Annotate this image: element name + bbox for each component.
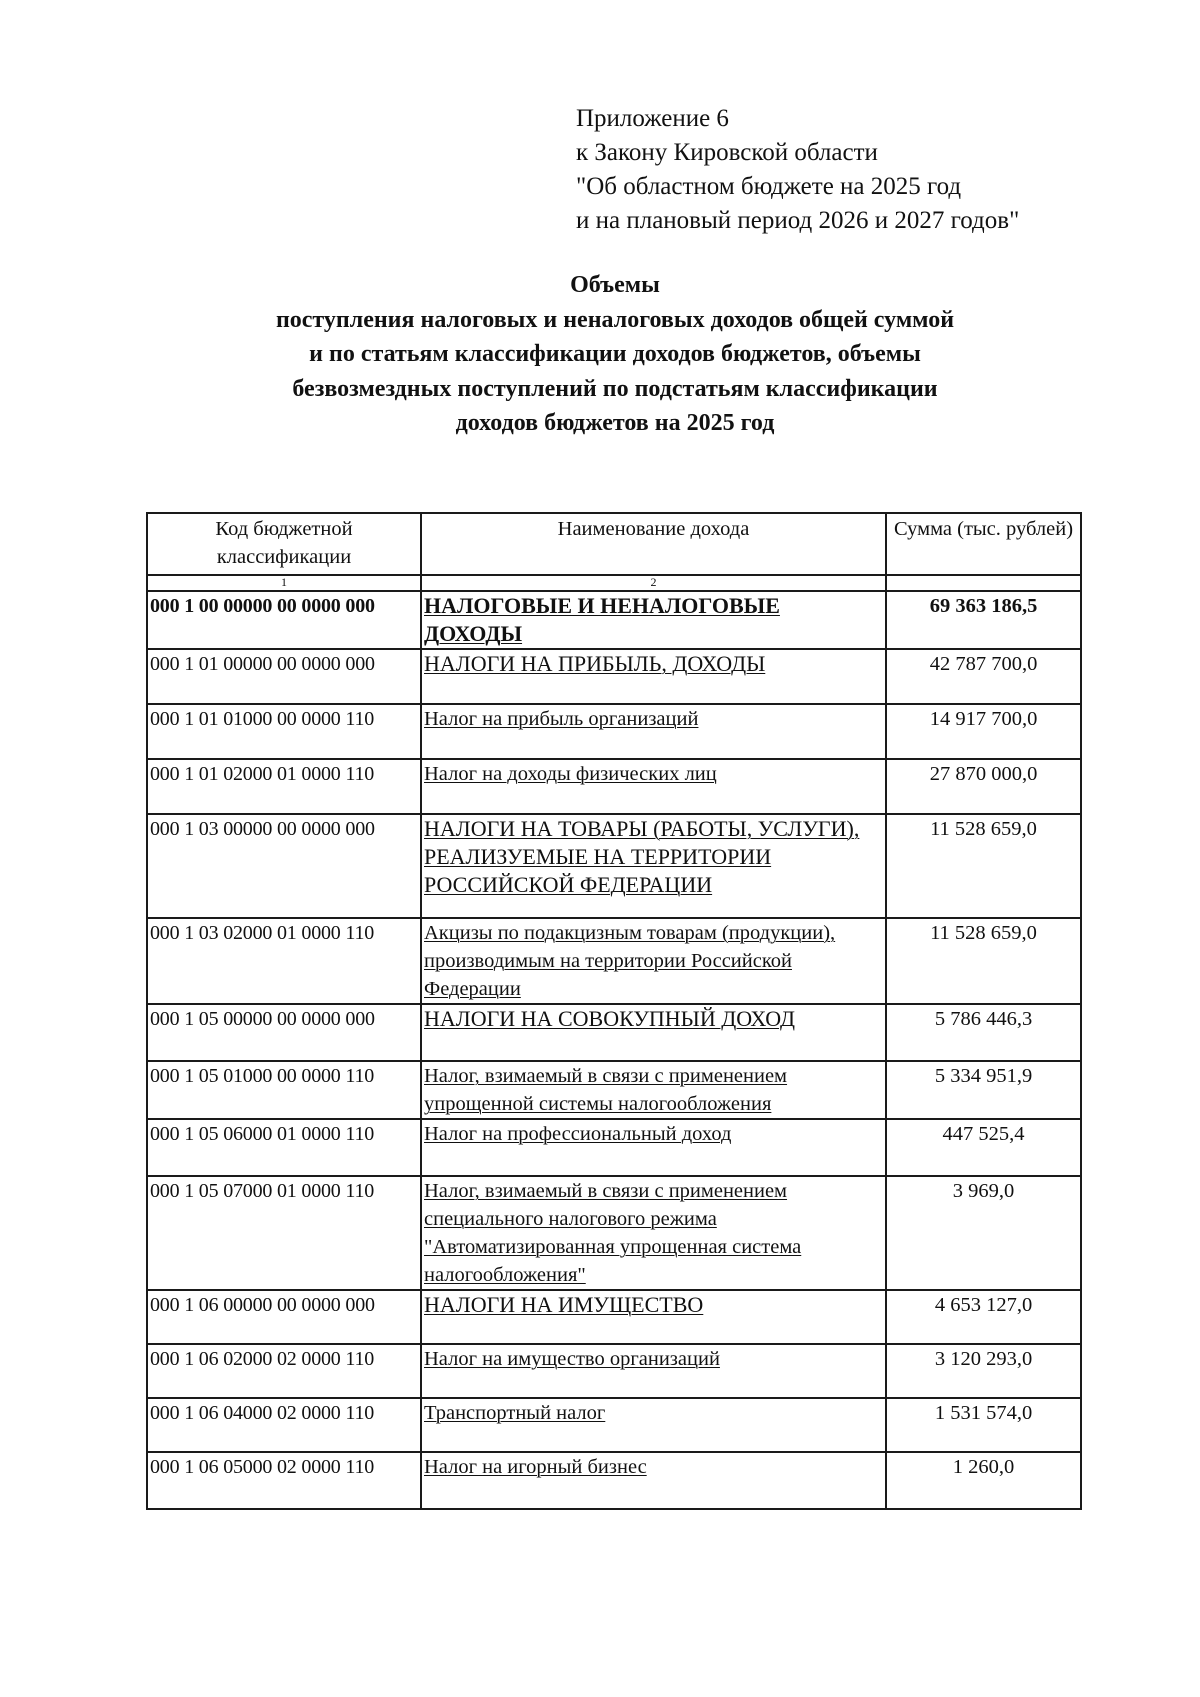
row-amount: 14 917 700,0 (886, 704, 1081, 759)
table-row (147, 1004, 1081, 1061)
row-amount: 11 528 659,0 (886, 918, 1081, 1004)
title-line: Объемы (570, 272, 660, 298)
row-code: 000 1 05 07000 01 0000 110 (147, 1176, 421, 1290)
row-amount: 11 528 659,0 (886, 814, 1081, 918)
row-amount: 3 120 293,0 (886, 1344, 1081, 1398)
row-code: 000 1 06 04000 02 0000 110 (147, 1398, 421, 1452)
revenue-table (146, 512, 1082, 1510)
row-name: Налог на прибыль организаций (421, 704, 886, 759)
appendix-reference (576, 102, 1136, 238)
row-code: 000 1 01 02000 01 0000 110 (147, 759, 421, 814)
title-line: и по статьям классификации доходов бюджетов, объемы (309, 341, 921, 367)
appendix-line: к Закону Кировской области (576, 139, 878, 166)
header-name: Наименование дохода (421, 513, 886, 575)
header-code: Код бюджетной классификации (147, 513, 421, 575)
row-name: НАЛОГОВЫЕ И НЕНАЛОГОВЫЕ ДОХОДЫ (421, 591, 886, 649)
row-code: 000 1 06 00000 00 0000 000 (147, 1290, 421, 1344)
row-name: НАЛОГИ НА ИМУЩЕСТВО (421, 1290, 886, 1344)
row-name: Налог на доходы физических лиц (421, 759, 886, 814)
row-code: 000 1 01 01000 00 0000 110 (147, 704, 421, 759)
row-amount: 4 653 127,0 (886, 1290, 1081, 1344)
column-number-row (147, 575, 1081, 591)
row-name: НАЛОГИ НА ПРИБЫЛЬ, ДОХОДЫ (421, 649, 886, 704)
row-amount: 447 525,4 (886, 1119, 1081, 1176)
table-row (147, 1119, 1081, 1176)
column-number: 1 (147, 575, 421, 591)
table-body (147, 591, 1081, 1509)
row-name: Налог, взимаемый в связи с применением специального налогового режима "Автоматизированная упрощенная система налогообложения" (421, 1176, 886, 1290)
appendix-line: Приложение 6 (576, 105, 729, 132)
row-amount: 27 870 000,0 (886, 759, 1081, 814)
row-code: 000 1 05 01000 00 0000 110 (147, 1061, 421, 1119)
title-line: безвозмездных поступлений по подстатьям классификации (292, 375, 938, 402)
row-amount: 5 334 951,9 (886, 1061, 1081, 1119)
row-code: 000 1 06 02000 02 0000 110 (147, 1344, 421, 1398)
row-code: 000 1 05 00000 00 0000 000 (147, 1004, 421, 1061)
row-code: 000 1 00 00000 00 0000 000 (147, 591, 421, 649)
table-row (147, 1176, 1081, 1290)
row-amount: 5 786 446,3 (886, 1004, 1081, 1061)
title-line: доходов бюджетов на 2025 год (455, 410, 775, 436)
row-code: 000 1 01 00000 00 0000 000 (147, 649, 421, 704)
row-amount: 42 787 700,0 (886, 649, 1081, 704)
table-row (147, 1061, 1081, 1119)
appendix-line: и на плановый период 2026 и 2027 годов" (576, 207, 1020, 234)
row-name: Налог, взимаемый в связи с применением упрощенной системы налогообложения (421, 1061, 886, 1119)
table-header-row (147, 513, 1081, 575)
row-code: 000 1 05 06000 01 0000 110 (147, 1119, 421, 1176)
row-amount: 1 260,0 (886, 1452, 1081, 1509)
row-name: Транспортный налог (421, 1398, 886, 1452)
row-name: НАЛОГИ НА СОВОКУПНЫЙ ДОХОД (421, 1004, 886, 1061)
row-amount: 69 363 186,5 (886, 591, 1081, 649)
table-row (147, 1452, 1081, 1509)
row-code: 000 1 03 02000 01 0000 110 (147, 918, 421, 1004)
table-row (147, 649, 1081, 704)
row-code: 000 1 06 05000 02 0000 110 (147, 1452, 421, 1509)
column-number: 2 (421, 575, 886, 591)
row-name: Акцизы по подакцизным товарам (продукции), производимым на территории Российской Федерации (421, 918, 886, 1004)
row-amount: 3 969,0 (886, 1176, 1081, 1290)
table-row (147, 1344, 1081, 1398)
table-row (147, 759, 1081, 814)
table-row (147, 918, 1081, 1004)
row-code: 000 1 03 00000 00 0000 000 (147, 814, 421, 918)
title-line: поступления налоговых и неналоговых доходов общей суммой (275, 306, 955, 333)
row-name: НАЛОГИ НА ТОВАРЫ (РАБОТЫ, УСЛУГИ), РЕАЛИЗУЕМЫЕ НА ТЕРРИТОРИИ РОССИЙСКОЙ ФЕДЕРАЦИИ (421, 814, 886, 918)
table-row (147, 704, 1081, 759)
table-row (147, 1290, 1081, 1344)
table-row (147, 591, 1081, 649)
appendix-line: "Об областном бюджете на 2025 год (576, 173, 962, 200)
header-amount: Сумма (тыс. рублей) (886, 513, 1081, 575)
row-name: Налог на игорный бизнес (421, 1452, 886, 1509)
table-row (147, 1398, 1081, 1452)
row-name: Налог на имущество организаций (421, 1344, 886, 1398)
row-name: Налог на профессиональный доход (421, 1119, 886, 1176)
document-title (140, 268, 1090, 441)
table-row (147, 814, 1081, 918)
column-number (886, 575, 1081, 591)
row-amount: 1 531 574,0 (886, 1398, 1081, 1452)
